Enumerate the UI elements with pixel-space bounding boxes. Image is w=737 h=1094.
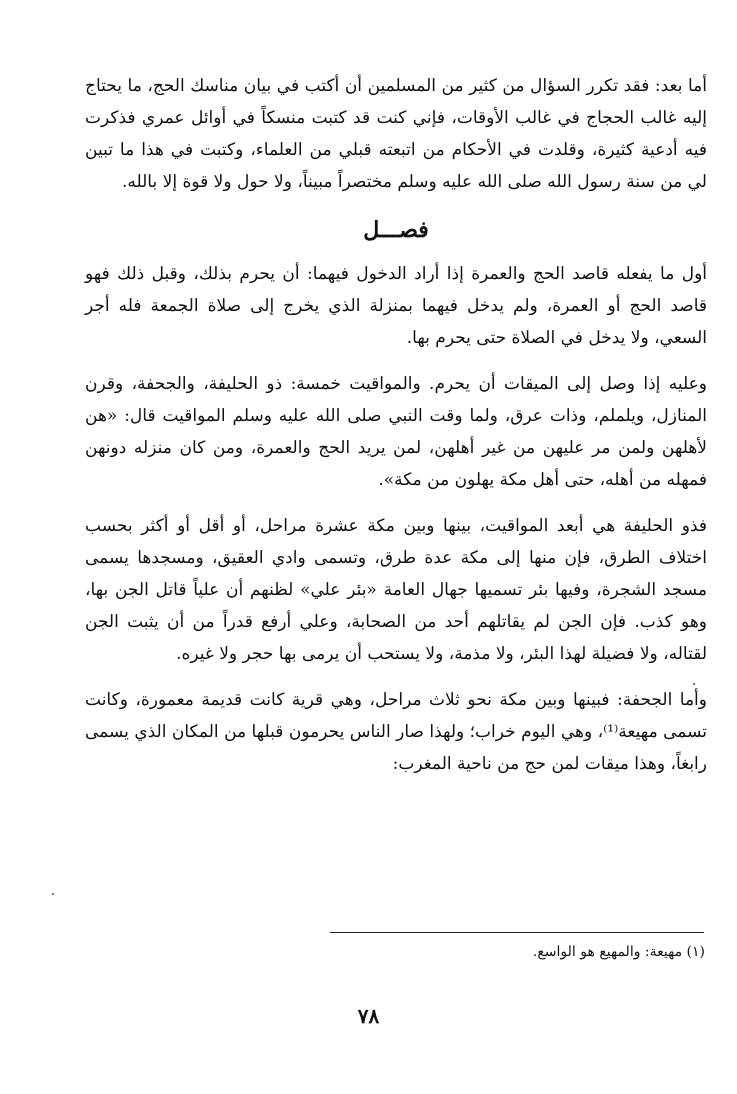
intro-paragraph: أما بعد: فقد تكرر السؤال من كثير من المسلمين أن أكتب في بيان مناسك الحج، ما يحتاج إليه غالب الحجاج في غالب الأوقات، فإني كنت قد كتبت منسكاً في أوائل عمري فذكرت فيه أدعية كثيرة، وقلدت في الأحكام من اتبعته قبلي من العلماء، وكتبت في هذا ما تبين لي من سنة رسول الله صلى الله عليه وسلم مختصراً مبيناً، ولا حول ولا قوة إلا بالله. — [85, 76, 707, 192]
footnote: (١) مهيعة: والمهيع هو الواسع. — [532, 944, 705, 960]
scan-speck — [693, 683, 695, 685]
footnote-divider — [330, 932, 704, 933]
page-body — [85, 70, 707, 794]
body-paragraph: وأما الجحفة: فبينها وبين مكة نحو ثلاث مراحل، وهي قرية كانت قديمة معمورة، وكانت تسمى مهيعة⁽¹⁾، وهي اليوم خراب؛ ولهذا صار الناس يحرمون قبلها من المكان الذي يسمى رابغاً، وهذا ميقات لمن حج من ناحية المغرب: — [85, 690, 707, 774]
body-paragraph: أول ما يفعله قاصد الحج والعمرة إذا أراد الدخول فيهما: أن يحرم بذلك، وقبل ذلك فهو قاصد الحج أو العمرة، ولم يدخل فيهما بمنزلة الذي يخرج إلى صلاة الجمعة فله أجر السعي، ولا يدخل في الصلاة حتى يحرم بها. — [85, 264, 707, 348]
section-heading: فصـــل — [363, 217, 429, 243]
page-number: ٧٨ — [357, 1004, 380, 1028]
body-paragraph: وعليه إذا وصل إلى الميقات أن يحرم. والمواقيت خمسة: ذو الحليفة، والجحفة، وقرن المنازل، ويلملم، وذات عرق، ولما وقت النبي صلى الله عليه وسلم المواقيت قال: «هن لأهلهن ولمن مر عليهن من غير أهلهن، لمن يريد الحج والعمرة، ومن كان منزله دونهن فمهله من أهله، حتى أهل مكة يهلون من مكة». — [85, 374, 707, 490]
scan-speck — [52, 893, 54, 895]
body-paragraph: فذو الحليفة هي أبعد المواقيت، بينها وبين مكة عشرة مراحل، أو أقل أو أكثر بحسب اختلاف الطرق، فإن منها إلى مكة عدة طرق، وتسمى وادي العقيق، ومسجدها يسمى مسجد الشجرة، وفيها بئر تسميها جهال العامة «بئر علي» لظنهم أن علياً قاتل الجن بها، وهو كذب. فإن الجن لم يقاتلهم أحد من الصحابة، وعلي أرفع قدراً من أن يثبت الجن لقتاله، ولا فضيلة لهذا البئر، ولا مذمة، ولا يستحب أن يرمى بها حجر ولا غيره. — [85, 516, 707, 664]
